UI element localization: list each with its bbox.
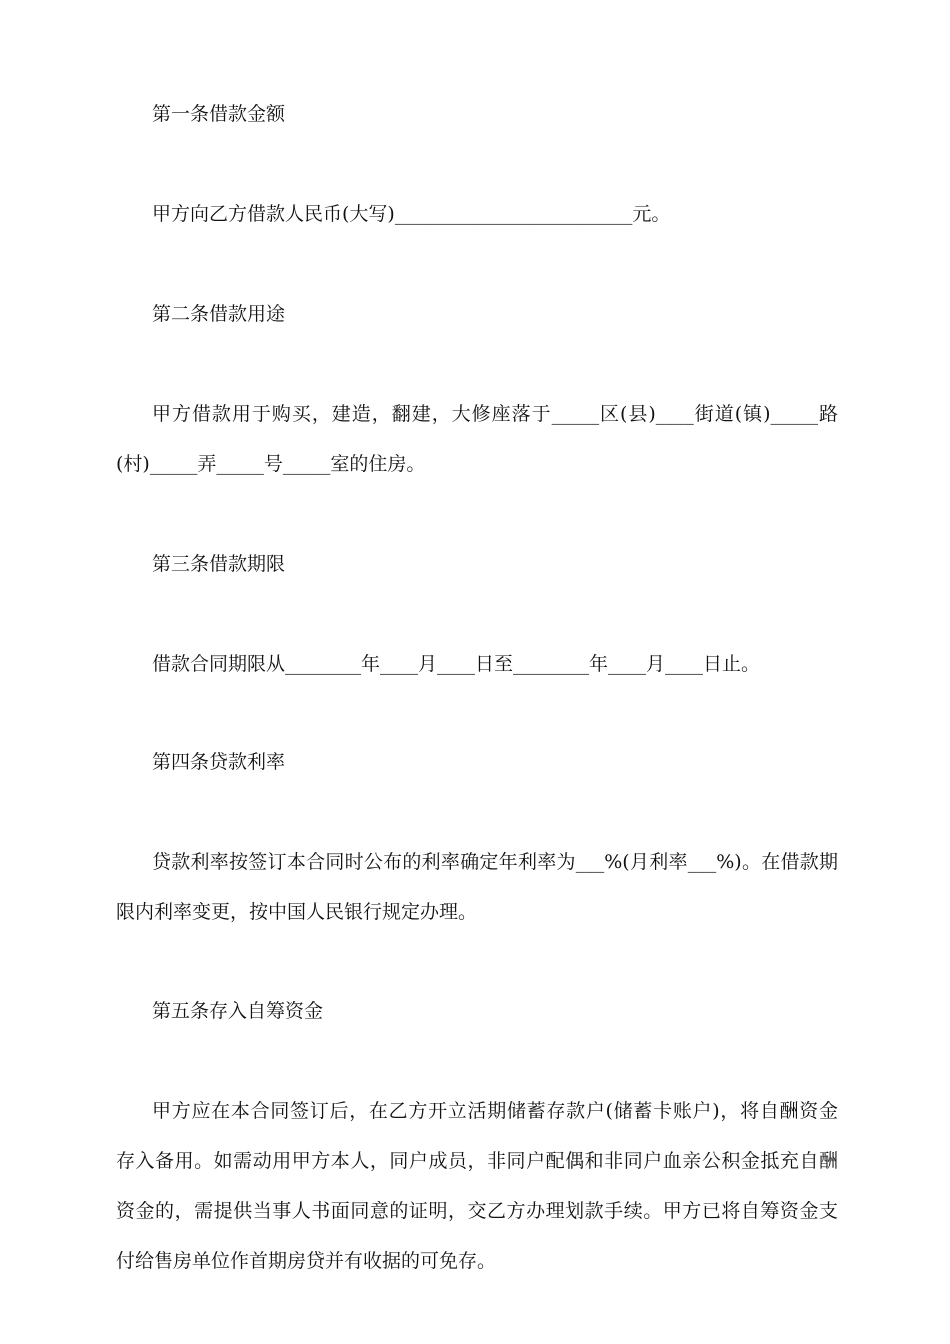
article-1-heading: 第一条借款金额 [152, 103, 286, 125]
article-4-heading: 第四条贷款利率 [152, 751, 286, 773]
article-3-text: 借款合同期限从________年____月____日至________年____月____日止。 [152, 653, 761, 675]
article-4-text-line-1: 贷款利率按签订本合同时公布的利率确定年利率为___%(月利率___%)。在借款期 [152, 851, 838, 873]
article-4-text-line-2: 限内利率变更，按中国人民银行规定办理。 [116, 901, 478, 923]
article-3-heading: 第三条借款期限 [152, 553, 286, 575]
article-5-text-line-3: 资金的，需提供当事人书面同意的证明，交乙方办理划款手续。甲方已将自筹资金支 [116, 1200, 838, 1222]
article-5-heading: 第五条存入自筹资金 [152, 1000, 324, 1022]
article-2-text-line-2: (村)_____弄_____号_____室的住房。 [116, 453, 426, 475]
article-1-text: 甲方向乙方借款人民币(大写)_________________________元。 [152, 203, 671, 225]
article-2-heading: 第二条借款用途 [152, 303, 286, 325]
article-5-text-line-1: 甲方应在本合同签订后，在乙方开立活期储蓄存款户(储蓄卡账户)，将自酬资金 [152, 1100, 838, 1122]
article-5-text-line-2: 存入备用。如需动用甲方本人，同户成员，非同户配偶和非同户血亲公积金抵充自酬 [116, 1150, 838, 1172]
article-5-text-line-4: 付给售房单位作首期房贷并有收据的可免存。 [116, 1250, 497, 1272]
article-2-text-line-1: 甲方借款用于购买，建造，翻建，大修座落于_____区(县)____街道(镇)_____路 [152, 403, 838, 425]
